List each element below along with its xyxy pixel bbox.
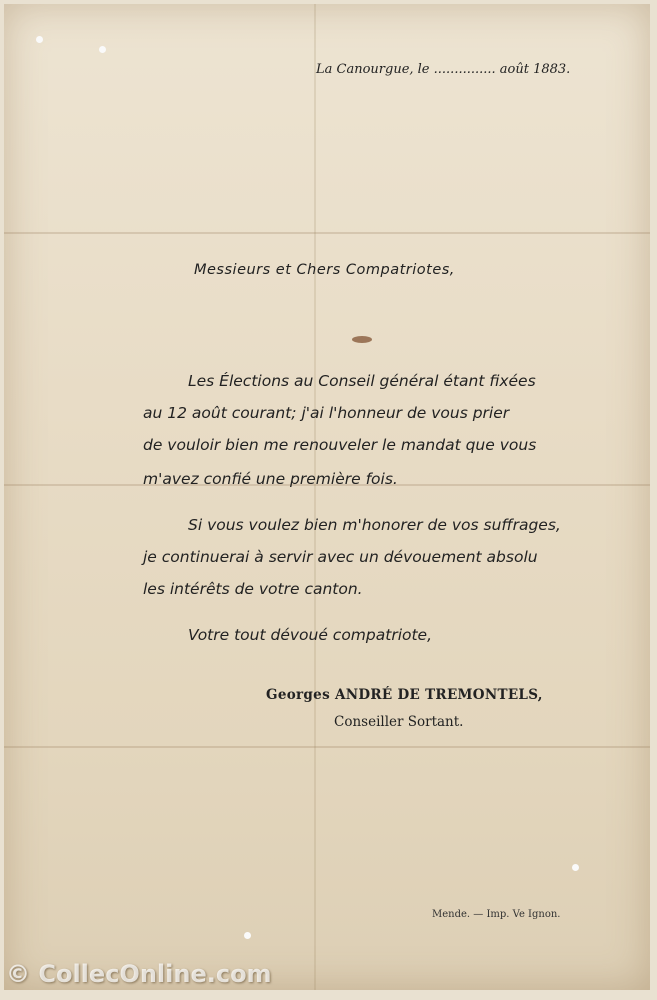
body-line: au 12 août courant; j'ai l'honneur de vous prier (143, 404, 510, 422)
signatory-title: Conseiller Sortant. (334, 714, 464, 730)
letter-paper (4, 4, 650, 990)
closing-line: Votre tout dévoué compatriote, (188, 626, 433, 644)
body-line: les intérêts de votre canton. (143, 580, 363, 598)
body-line: Les Élections au Conseil général étant fixées (188, 372, 536, 390)
fold-line (4, 746, 650, 748)
salutation: Messieurs et Chers Compatriotes, (194, 262, 455, 278)
signature: Georges ANDRÉ DE TREMONTELS, (266, 687, 543, 703)
body-line: m'avez confié une première fois. (143, 470, 398, 488)
date-dots: ............... (433, 62, 496, 77)
body-line: je continuerai à servir avec un dévouement absolu (143, 548, 538, 566)
paper-hole (36, 36, 43, 43)
ink-stain (352, 336, 372, 343)
printer-imprint: Mende. — Imp. Ve Ignon. (432, 909, 561, 920)
fold-line (4, 232, 650, 234)
paper-hole (572, 864, 579, 871)
body-line: Si vous voulez bien m'honorer de vos suffrages, (188, 516, 561, 534)
body-line: de vouloir bien me renouveler le mandat que vous (143, 436, 537, 454)
paper-hole (99, 46, 106, 53)
date-prefix: La Canourgue, le (316, 62, 430, 77)
date-suffix: août 1883. (499, 62, 571, 77)
paper-hole (244, 932, 251, 939)
watermark: © CollecOnline.com (6, 960, 272, 988)
fold-line (314, 4, 316, 990)
date-line (316, 62, 570, 77)
